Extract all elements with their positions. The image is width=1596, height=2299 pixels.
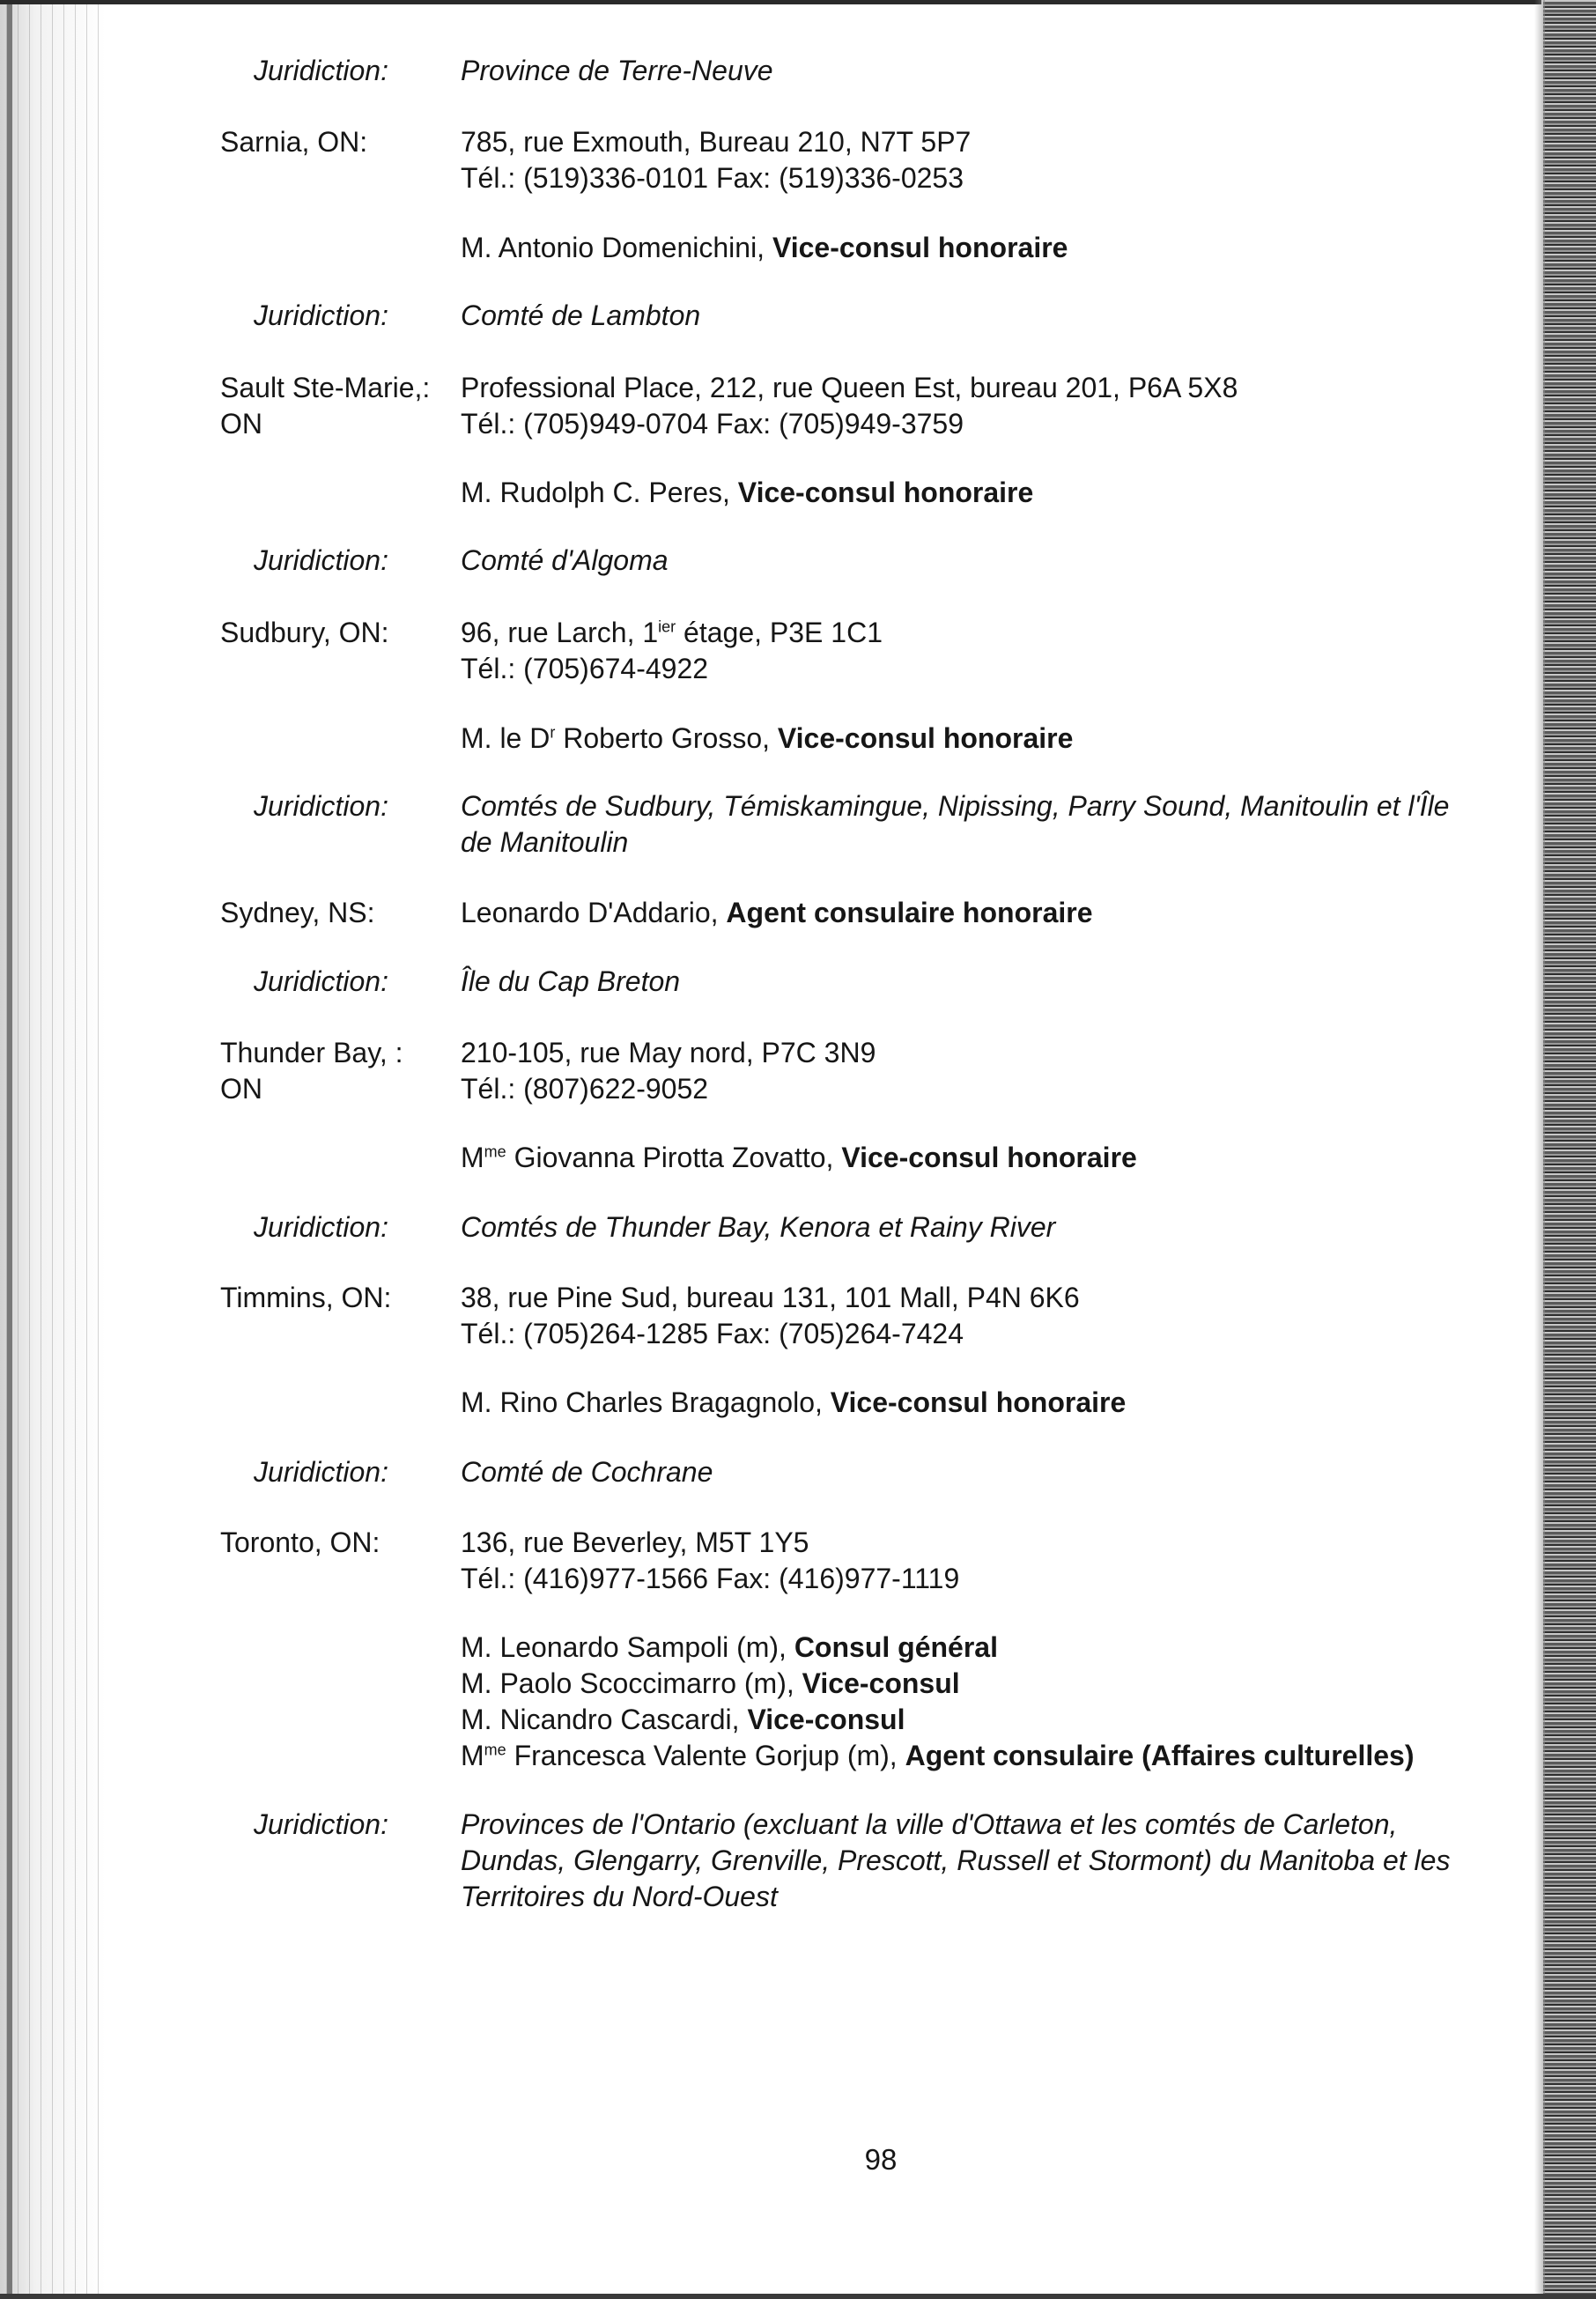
jurisdiction-text [461, 53, 1509, 89]
city-line: ON [220, 1073, 262, 1105]
official-prefix: M. le D [461, 722, 550, 754]
official-name: M. Antonio Domenichini, [461, 232, 765, 263]
official-sault-ste-marie [461, 475, 1518, 511]
title-suffix: r [550, 723, 556, 742]
city-line: Sydney, NS: [220, 897, 375, 928]
officials-toronto [461, 1630, 1518, 1774]
jurisdiction-label: Juridiction: [254, 55, 388, 86]
jurisdiction-text [461, 1807, 1509, 1915]
jurisdiction-text [461, 964, 1509, 1000]
address-line: 38, rue Pine Sud, bureau 131, 101 Mall, P4N 6K6 [461, 1282, 1080, 1313]
phone-line: Tél.: (807)622-9052 [461, 1073, 709, 1105]
official-sarnia [461, 230, 1518, 266]
jurisdiction-line: Comté de Cochrane [461, 1456, 713, 1488]
city-timmins [220, 1280, 454, 1316]
official-title: Vice-consul honoraire [841, 1142, 1137, 1173]
official-prefix: M [461, 1142, 484, 1173]
jurisdiction-line: de Manitoulin [461, 826, 629, 858]
jurisdiction-line: Province de Terre-Neuve [461, 55, 773, 86]
city-line: Sudbury, ON: [220, 617, 389, 648]
page-number: 98 [864, 2143, 898, 2176]
official-entry [461, 1385, 1518, 1421]
phone-line: Tél.: (705)674-4922 [461, 653, 709, 684]
jurisdiction-line: Provinces de l'Ontario (excluant la ville d'Ottawa et les comtés de Carleton, [461, 1808, 1398, 1840]
official-title: Agent consulaire (Affaires culturelles) [905, 1740, 1415, 1771]
phone-line: Tél.: (705)264-1285 Fax: (705)264-7424 [461, 1318, 964, 1349]
jurisdiction-text [461, 1454, 1509, 1490]
jurisdiction-label: Juridiction: [254, 1211, 388, 1243]
jurisdiction-line: Comté de Lambton [461, 299, 701, 331]
jurisdiction-line: Dundas, Glengarry, Grenville, Prescott, Russell et Stormont) du Manitoba et les [461, 1844, 1451, 1876]
jurisdiction-text [461, 298, 1509, 334]
official-name: M. Nicandro Cascardi, [461, 1704, 740, 1735]
scan-right-edge [1543, 0, 1596, 2299]
official-entry [461, 1630, 1518, 1666]
address-sarnia [461, 124, 1518, 196]
address-main: 96, rue Larch, 1 [461, 617, 659, 648]
jurisdiction-line: Comtés de Thunder Bay, Kenora et Rainy River [461, 1211, 1056, 1243]
city-sault-ste-marie [220, 370, 454, 442]
jurisdiction-text [461, 788, 1509, 861]
city-sarnia [220, 124, 454, 160]
official-thunder-bay [461, 1140, 1518, 1176]
title-suffix: me [484, 1741, 506, 1759]
jurisdiction-label: Juridiction: [254, 544, 388, 576]
city-line: Timmins, ON: [220, 1282, 392, 1313]
jurisdiction-line: Comté d'Algoma [461, 544, 669, 576]
address-thunder-bay [461, 1035, 1518, 1107]
jurisdiction-line: Comtés de Sudbury, Témiskamingue, Nipissing, Parry Sound, Manitoulin et l'Île [461, 790, 1450, 822]
official-name: Leonardo D'Addario, [461, 897, 719, 928]
city-sudbury [220, 615, 454, 651]
city-line: ON [220, 408, 262, 440]
official-timmins [461, 1385, 1518, 1421]
jurisdiction-label: Juridiction: [254, 965, 388, 997]
official-sudbury [461, 721, 1518, 757]
official-entry [461, 230, 1518, 266]
jurisdiction-line: Territoires du Nord-Ouest [461, 1881, 778, 1912]
jurisdiction-label: Juridiction: [254, 1456, 388, 1488]
address-rest: étage, P3E 1C1 [676, 617, 883, 648]
official-name: M. Paolo Scoccimarro (m), [461, 1667, 794, 1699]
phone-line: Tél.: (705)949-0704 Fax: (705)949-3759 [461, 408, 964, 440]
scan-binding-shadow [0, 0, 106, 2299]
official-entry [461, 1738, 1518, 1774]
jurisdiction-label: Juridiction: [254, 1808, 388, 1840]
official-title: Vice-consul [747, 1704, 905, 1735]
address-line: 210-105, rue May nord, P7C 3N9 [461, 1037, 876, 1068]
jurisdiction-text [461, 1209, 1509, 1246]
official-title: Vice-consul honoraire [830, 1386, 1127, 1418]
official-title: Agent consulaire honoraire [726, 897, 1093, 928]
official-name: M. Rudolph C. Peres, [461, 477, 730, 508]
ordinal-suffix: ier [658, 617, 676, 636]
jurisdiction-text [461, 543, 1509, 579]
official-entry [461, 1666, 1518, 1702]
official-title: Consul général [794, 1631, 998, 1663]
official-name: M. Leonardo Sampoli (m), [461, 1631, 787, 1663]
scan-bottom-edge [0, 2294, 1596, 2299]
official-sydney [461, 895, 1518, 931]
address-toronto [461, 1525, 1518, 1597]
official-title: Vice-consul [802, 1667, 960, 1699]
phone-line: Tél.: (519)336-0101 Fax: (519)336-0253 [461, 162, 964, 194]
phone-line: Tél.: (416)977-1566 Fax: (416)977-1119 [461, 1563, 960, 1594]
address-line: 785, rue Exmouth, Bureau 210, N7T 5P7 [461, 126, 972, 158]
official-title: Vice-consul honoraire [772, 232, 1068, 263]
official-name: M. Rino Charles Bragagnolo, [461, 1386, 823, 1418]
official-title: Vice-consul honoraire [737, 477, 1034, 508]
address-sault-ste-marie [461, 370, 1518, 442]
city-line: Toronto, ON: [220, 1527, 381, 1558]
jurisdiction-line: Île du Cap Breton [461, 965, 681, 997]
official-name: Francesca Valente Gorjup (m), [506, 1740, 898, 1771]
jurisdiction-label: Juridiction: [254, 790, 388, 822]
city-toronto [220, 1525, 454, 1561]
official-name: Giovanna Pirotta Zovatto, [506, 1142, 834, 1173]
address-line: 136, rue Beverley, M5T 1Y5 [461, 1527, 809, 1558]
official-entry [461, 475, 1518, 511]
jurisdiction-label: Juridiction: [254, 299, 388, 331]
official-prefix: M [461, 1740, 484, 1771]
address-line [461, 615, 1518, 651]
official-title: Vice-consul honoraire [777, 722, 1074, 754]
address-line: Professional Place, 212, rue Queen Est, bureau 201, P6A 5X8 [461, 372, 1238, 403]
city-thunder-bay [220, 1035, 454, 1107]
city-line: Thunder Bay, : [220, 1037, 403, 1068]
address-sudbury [461, 615, 1518, 687]
city-line: Sault Ste-Marie,: [220, 372, 431, 403]
address-timmins [461, 1280, 1518, 1352]
official-name: Roberto Grosso, [555, 722, 770, 754]
scan-top-edge [0, 0, 1541, 4]
city-line: Sarnia, ON: [220, 126, 368, 158]
official-entry [461, 1702, 1518, 1738]
city-sydney [220, 895, 454, 931]
title-suffix: me [484, 1142, 506, 1161]
official-entry [461, 895, 1518, 931]
official-entry [461, 1140, 1518, 1176]
official-entry [461, 721, 1518, 757]
